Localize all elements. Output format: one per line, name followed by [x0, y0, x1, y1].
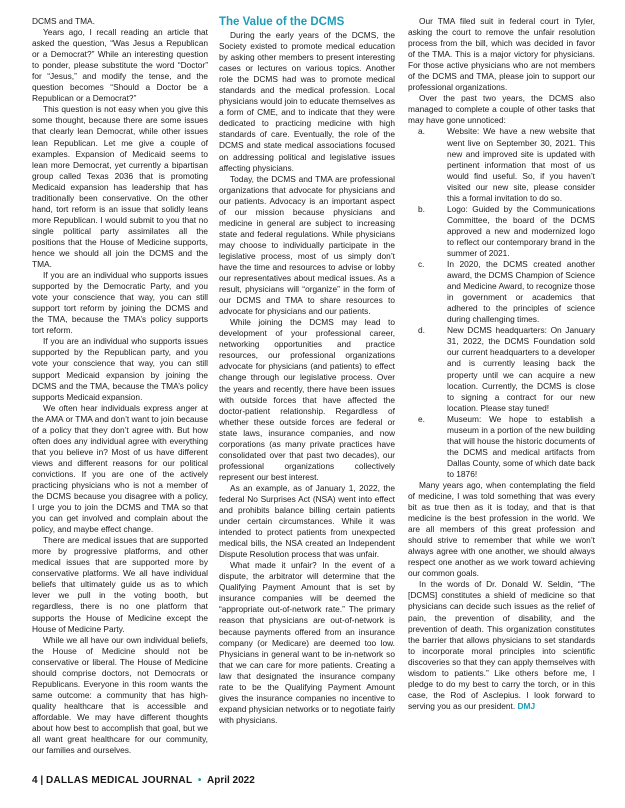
- page-footer: [32, 775, 255, 787]
- footer-separator: |: [40, 775, 44, 786]
- paragraph: Today, the DCMS and TMA are professional organizations that advocate for physicians and our patients. Advocacy is an important aspect of our mission because physicians and medicine in general are subject to increasing state and federal regulations. While physicians may choose to individually participate in the legislative process, most of us simply don’t have the time and resources to advise or lobby our representatives about medical issues. As a result, physicians will “organize” in the form of our DCMS and TMA to share resources to advocate for physicians and our patients.: [219, 173, 395, 317]
- list-marker: d.: [418, 325, 425, 336]
- paragraph: Many years ago, when contemplating the field of medicine, I was told something that was every bit as true then as it is today, and that is that medicine is the best profession in the world. We are all members of this great profession and should strive to remember that while we won’t always agree with one another, we should always respect one another as we work toward achieving our common goals.: [408, 479, 595, 579]
- list-item-text: In 2020, the DCMS created another award, the DCMS Champion of Science and Medicine Award, to recognize those in government or academics that adhered to the principles of science during challenging times.: [447, 259, 595, 325]
- paragraph: We often hear individuals express anger at the AMA or TMA and don’t want to join because of a policy that they don’t agree with. But how often does any individual agree with everything that you believe in? Most of us have different views and different reasons for our political convictions. If you are one of the actively practicing physicians who is not a member of the DCMS because you disagree with a policy, I urge you to join the DCMS and TMA so that you can get involved and complain about the policy, and maybe effect change.: [32, 402, 208, 535]
- page-number: 4: [32, 775, 38, 786]
- list-item-text: Logo: Guided by the Communications Committee, the board of the DCMS approved a new and modernized logo to reflect our contemporary brand in the summer of 2021.: [447, 203, 595, 258]
- footer-bullet: •: [197, 775, 202, 786]
- list-item: [408, 204, 595, 259]
- paragraph: Our TMA filed suit in federal court in Tyler, asking the court to remove the unfair resolution process from the bill, which was decided in favor of the TMA. This is a major victory for physicians. For those active physicians who are not members of the DCMS and TMA, please join to support our professional organizations.: [408, 16, 595, 93]
- list-item-text: New DCMS headquarters: On January 31, 2022, the DCMS Foundation sold our current headquarters to a developer and is currently leasing back the property until we can acquire a new location. Currently, the DCMS is close to signing a contract for our new location. Please stay tuned!: [447, 325, 595, 413]
- list-item: [408, 126, 595, 203]
- list-marker: e.: [418, 413, 425, 424]
- paragraph: While joining the DCMS may lead to development of your professional career, networking opportunities and practice resources, our professional organizations advocate for physicians (and patients) to effect change through our legislative process. Over the years and recently, there have been issues with outside forces that have affected the doctor-patient relationship. Regardless of whether these outside forces are federal or state laws, insurance companies, and now corporations (as many private practices have consolidated over that past two decades), our professional organizations collectively represent our best interest.: [219, 317, 395, 482]
- list-item: [408, 325, 595, 413]
- paragraph: During the early years of the DCMS, the Society existed to promote medical education by asking other members to present interesting cases or lectures on various topics. Another role the DCMS had was to promote medical standards and the medical profession. Local physicians would join to educate themselves as a form of CME, and to indicate that they were dedicated to practicing medicine with high standards of care. Eventually, the role of the DCMS and state medical associations focused on addressing political and legislative issues affecting physicians.: [219, 30, 395, 173]
- task-list: [408, 126, 595, 480]
- paragraph: This question is not easy when you give this some thought, because there are some issues that clearly lean Democrat, while other issues lean Republican. Let me give a couple of examples. Expansion of Medicaid seems to lean more Democrat, yet currently a bipartisan group called Texas 2036 that is promoting Medicaid expansion has leadership that has traditionally been conservative. On the other hand, tort reform is an issue that solidly leans more Republican. I would submit to you that no single political party assimilates all the positions that the House of Medicine supports, hence we should all join the DCMS and the TMA.: [32, 104, 208, 270]
- footer-rule: [32, 770, 595, 771]
- column-1: [32, 16, 208, 756]
- paragraph: If you are an individual who supports issues supported by the Democratic Party, and you vote your conscience that way, you can still support tort reform by joining the DCMS and the TMA, because the TMA’s policy supports tort reform.: [32, 270, 208, 336]
- paragraph: As an example, as of January 1, 2022, the federal No Surprises Act (NSA) went into effect and prohibits balance billing certain patients under certain circumstances. While it was intended to protect patients from unexpected medical bills, the NSA created an Independent Dispute Resolution process that was unfair.: [219, 482, 395, 560]
- closing-text: In the words of Dr. Donald W. Seldin, “The [DCMS] constitutes a shield of medicine so that physicians can decide such issues as the relief of pain, the prevention of disability, and the prevention of death. This organization constitutes the barrier that allows physicians to set standards to incorporate moral principles into scientific discoveries so that they can apply themselves with wisdom to patients.” Like others before me, I pledge to do my best to carry the torch, or in this case, the Rod of Asclepius. I look forward to serving you as our president.: [408, 579, 595, 711]
- end-signature: DMJ: [517, 700, 536, 711]
- list-marker: a.: [418, 126, 425, 137]
- closing-paragraph: [408, 579, 595, 712]
- list-item-text: Website: We have a new website that went live on September 30, 2021. This new and improved site is updated with pertinent information that most of us would find useful. So, if you haven’t visited our new site, please consider this a formal invitation to do so.: [447, 126, 595, 203]
- column-3: [408, 16, 595, 712]
- paragraph: There are medical issues that are supported more by progressive platforms, and other medical issues that are supported more by conservative platforms. We all have individual beliefs that ultimately guide us as to which lever we pull in the voting booth, but regardless, there is no one platform that supports the House of Medicine except the House of Medicine Party.: [32, 535, 208, 634]
- publication-name: DALLAS MEDICAL JOURNAL: [45, 775, 193, 786]
- paragraph: Years ago, I recall reading an article that asked the question, “Was Jesus a Republican or a Democrat?” While an interesting question to ponder, please substitute the word “Doctor” for “Jesus,” and modify the tense, and the question becomes “Should a Doctor be a Republican or a Democrat?”: [32, 27, 208, 104]
- list-item-text: Museum: We hope to establish a museum in a portion of the new building that will house the historic documents of the DCMS and medical artifacts from Dallas County, some of which date back to 1876!: [447, 413, 595, 479]
- paragraph: While we all have our own individual beliefs, the House of Medicine should not be conservative or liberal. The House of Medicine should comprise doctors, not Democrats or Republicans. Everyone in this room wants the same outcome: a community that has high-quality healthcare that is accessible and affordable. We may have different thoughts about how best to accomplish that goal, but we all want great healthcare for our community, our families and ourselves.: [32, 634, 208, 756]
- list-item: [408, 414, 595, 480]
- list-marker: b.: [418, 203, 425, 214]
- column-2: [219, 16, 395, 726]
- issue-date: April 2022: [207, 775, 255, 786]
- paragraph: DCMS and TMA.: [32, 16, 95, 26]
- paragraph: If you are an individual who supports issues supported by the Republican party, and you vote your conscience that way, you can still support Medicaid expansion by joining the DCMS and the TMA, because the TMA’s policy supports Medicaid expansion.: [32, 336, 208, 402]
- section-heading: The Value of the DCMS: [219, 16, 345, 28]
- list-marker: c.: [418, 259, 425, 270]
- paragraph: Over the past two years, the DCMS also managed to complete a couple of other tasks that may have gone unnoticed:: [408, 93, 595, 126]
- list-item: [408, 259, 595, 325]
- paragraph: What made it unfair? In the event of a dispute, the arbitrator will determine that the Qualifying Payment Amount that is set by insurance companies will be deemed the “appropriate out-of-network rate.” The primary reason that physicians are out-of-network is because payments offered from an insurance company (or Medicare) are deemed too low. Physicians in general want to be in-network so that we can care for more patients. Creating a law that designated the insurance company rate to be the Qualifying Payment Amount gives the insurance companies no incentive to expand physician networks or to negotiate fairly with physicians.: [219, 560, 395, 725]
